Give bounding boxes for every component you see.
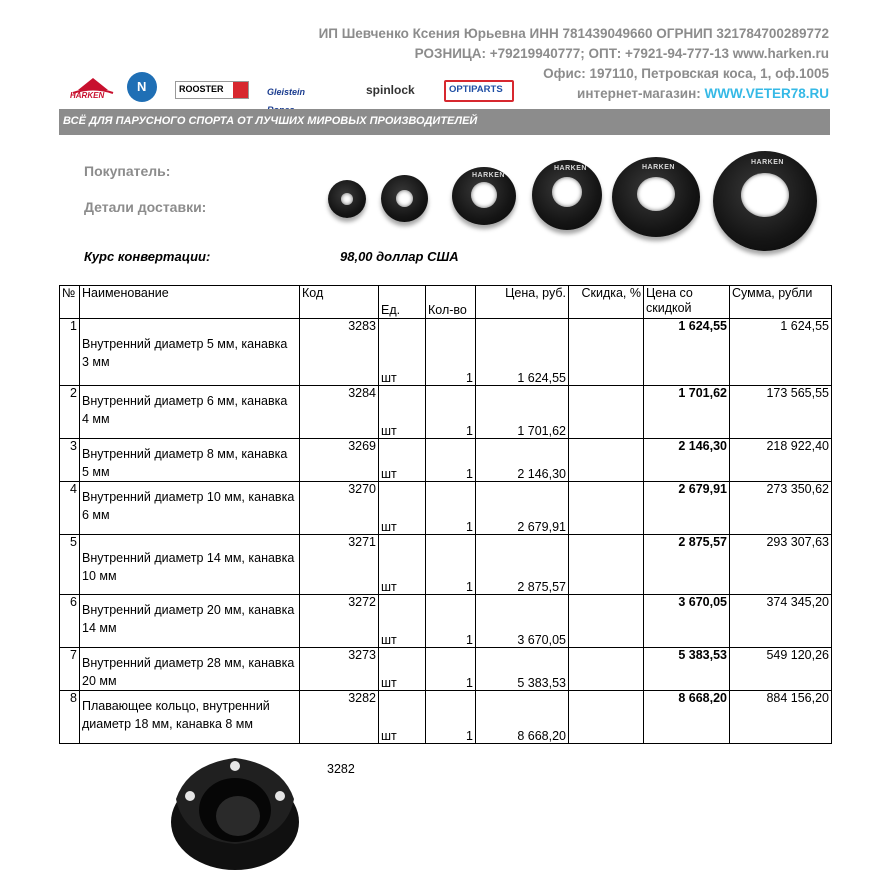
table-row: [60, 386, 832, 439]
cell-code: 3283: [300, 319, 379, 386]
col-discount-header: Скидка, %: [569, 286, 644, 319]
cell-sum: 884 156,20: [730, 691, 832, 744]
cell-discount: [569, 691, 644, 744]
cell-unit: шт: [379, 535, 426, 595]
cell-sum: 218 922,40: [730, 439, 832, 482]
table-row: [60, 319, 832, 386]
table-row: [60, 535, 832, 595]
cell-num: 4: [60, 482, 80, 535]
cell-discount: [569, 439, 644, 482]
company-requisites: ИП Шевченко Ксения Юрьевна ИНН 781439049660 ОГРНИП 321784700289772: [318, 26, 829, 41]
col-unit-header: Ед.: [379, 286, 426, 319]
cell-name: Внутренний диаметр 14 мм, канавка 10 мм: [80, 535, 300, 595]
shop-link[interactable]: WWW.VETER78.RU: [704, 86, 829, 101]
cell-price: 5 383,53: [476, 648, 569, 691]
cell-unit: шт: [379, 691, 426, 744]
cell-discount: [569, 319, 644, 386]
col-price-header: Цена, руб.: [476, 286, 569, 319]
cell-discounted: 2 875,57: [644, 535, 730, 595]
optiparts-logo: OPTIPARTS: [444, 80, 514, 102]
col-discounted-header: Цена со скидкой: [644, 286, 730, 319]
cell-code: 3270: [300, 482, 379, 535]
cell-num: 8: [60, 691, 80, 744]
cell-sum: 273 350,62: [730, 482, 832, 535]
cell-code: 3272: [300, 595, 379, 648]
cell-price: 2 146,30: [476, 439, 569, 482]
n-logo: N: [127, 72, 157, 102]
cell-price: 8 668,20: [476, 691, 569, 744]
rooster-logo: ROOSTER: [175, 81, 249, 99]
slogan-text: ВСЁ ДЛЯ ПАРУСНОГО СПОРТА ОТ ЛУЧШИХ МИРОВЫХ ПРОИЗВОДИТЕЛЕЙ: [63, 115, 478, 127]
cell-name: Плавающее кольцо, внутренний диаметр 18 мм, канавка 8 мм: [80, 691, 300, 744]
cell-name: Внутренний диаметр 10 мм, канавка 6 мм: [80, 482, 300, 535]
col-code-header: Код: [300, 286, 379, 319]
col-name-header: Наименование: [80, 286, 300, 319]
product-ring-image: [381, 175, 428, 222]
product-ring-image: HARKEN: [612, 157, 700, 237]
rate-value: 98,00 доллар США: [340, 249, 459, 264]
cell-unit: шт: [379, 648, 426, 691]
cell-num: 1: [60, 319, 80, 386]
cell-code: 3284: [300, 386, 379, 439]
company-address: Офис: 197110, Петровская коса, 1, оф.1005: [543, 66, 829, 81]
col-num-header: №: [60, 286, 80, 319]
cell-price: 2 875,57: [476, 535, 569, 595]
product-ring-image: HARKEN: [713, 151, 817, 251]
cell-sum: 1 624,55: [730, 319, 832, 386]
cell-code: 3269: [300, 439, 379, 482]
cell-name: Внутренний диаметр 20 мм, канавка 14 мм: [80, 595, 300, 648]
cell-discounted: 2 146,30: [644, 439, 730, 482]
cell-price: 1 624,55: [476, 319, 569, 386]
cell-discounted: 3 670,05: [644, 595, 730, 648]
table-row: [60, 595, 832, 648]
cell-discount: [569, 386, 644, 439]
cell-unit: шт: [379, 595, 426, 648]
cell-qty: 1: [426, 535, 476, 595]
table-row: [60, 648, 832, 691]
cell-code: 3273: [300, 648, 379, 691]
cell-price: 2 679,91: [476, 482, 569, 535]
floating-ring-code: 3282: [327, 762, 355, 776]
col-sum-header: Сумма, рубли: [730, 286, 832, 319]
spinlock-logo: spinlock: [366, 83, 415, 97]
cell-num: 3: [60, 439, 80, 482]
cell-discounted: 1 701,62: [644, 386, 730, 439]
cell-sum: 549 120,26: [730, 648, 832, 691]
shop-label: интернет-магазин:: [577, 86, 705, 101]
slogan-banner: [59, 109, 830, 135]
harken-logo: HARKEN: [68, 76, 118, 102]
cell-qty: 1: [426, 595, 476, 648]
rate-label: Курс конвертации:: [84, 249, 211, 264]
table-row: [60, 691, 832, 744]
product-ring-image: HARKEN: [452, 167, 516, 225]
product-ring-image: HARKEN: [532, 160, 602, 230]
cell-name: Внутренний диаметр 8 мм, канавка 5 мм: [80, 439, 300, 482]
cell-num: 2: [60, 386, 80, 439]
cell-price: 1 701,62: [476, 386, 569, 439]
cell-price: 3 670,05: [476, 595, 569, 648]
table-row: [60, 482, 832, 535]
cell-code: 3271: [300, 535, 379, 595]
order-table: [59, 285, 832, 744]
gleistein-logo: Gleistein: [267, 87, 306, 97]
cell-unit: шт: [379, 439, 426, 482]
table-row: [60, 439, 832, 482]
cell-discount: [569, 648, 644, 691]
col-qty-header: Кол-во: [426, 286, 476, 319]
cell-discount: [569, 595, 644, 648]
cell-num: 5: [60, 535, 80, 595]
cell-sum: 374 345,20: [730, 595, 832, 648]
product-ring-image: [328, 180, 366, 218]
floating-ring-image: [168, 744, 302, 874]
cell-name: Внутренний диаметр 28 мм, канавка 20 мм: [80, 648, 300, 691]
cell-discounted: 1 624,55: [644, 319, 730, 386]
cell-name: Внутренний диаметр 5 мм, канавка 3 мм: [80, 319, 300, 386]
cell-num: 6: [60, 595, 80, 648]
buyer-label: Покупатель:: [84, 163, 171, 179]
cell-unit: шт: [379, 386, 426, 439]
cell-unit: шт: [379, 319, 426, 386]
cell-qty: 1: [426, 482, 476, 535]
cell-sum: 173 565,55: [730, 386, 832, 439]
cell-discounted: 5 383,53: [644, 648, 730, 691]
cell-unit: шт: [379, 482, 426, 535]
cell-name: Внутренний диаметр 6 мм, канавка 4 мм: [80, 386, 300, 439]
cell-sum: 293 307,63: [730, 535, 832, 595]
company-phones: РОЗНИЦА: +79219940777; ОПТ: +7921-94-777-13 www.harken.ru: [414, 46, 829, 61]
cell-discount: [569, 535, 644, 595]
cell-qty: 1: [426, 319, 476, 386]
cell-discounted: 2 679,91: [644, 482, 730, 535]
cell-qty: 1: [426, 691, 476, 744]
cell-qty: 1: [426, 648, 476, 691]
delivery-label: Детали доставки:: [84, 199, 207, 215]
table-header-row: [60, 286, 832, 319]
cell-discounted: 8 668,20: [644, 691, 730, 744]
cell-code: 3282: [300, 691, 379, 744]
cell-qty: 1: [426, 439, 476, 482]
cell-num: 7: [60, 648, 80, 691]
cell-discount: [569, 482, 644, 535]
cell-qty: 1: [426, 386, 476, 439]
